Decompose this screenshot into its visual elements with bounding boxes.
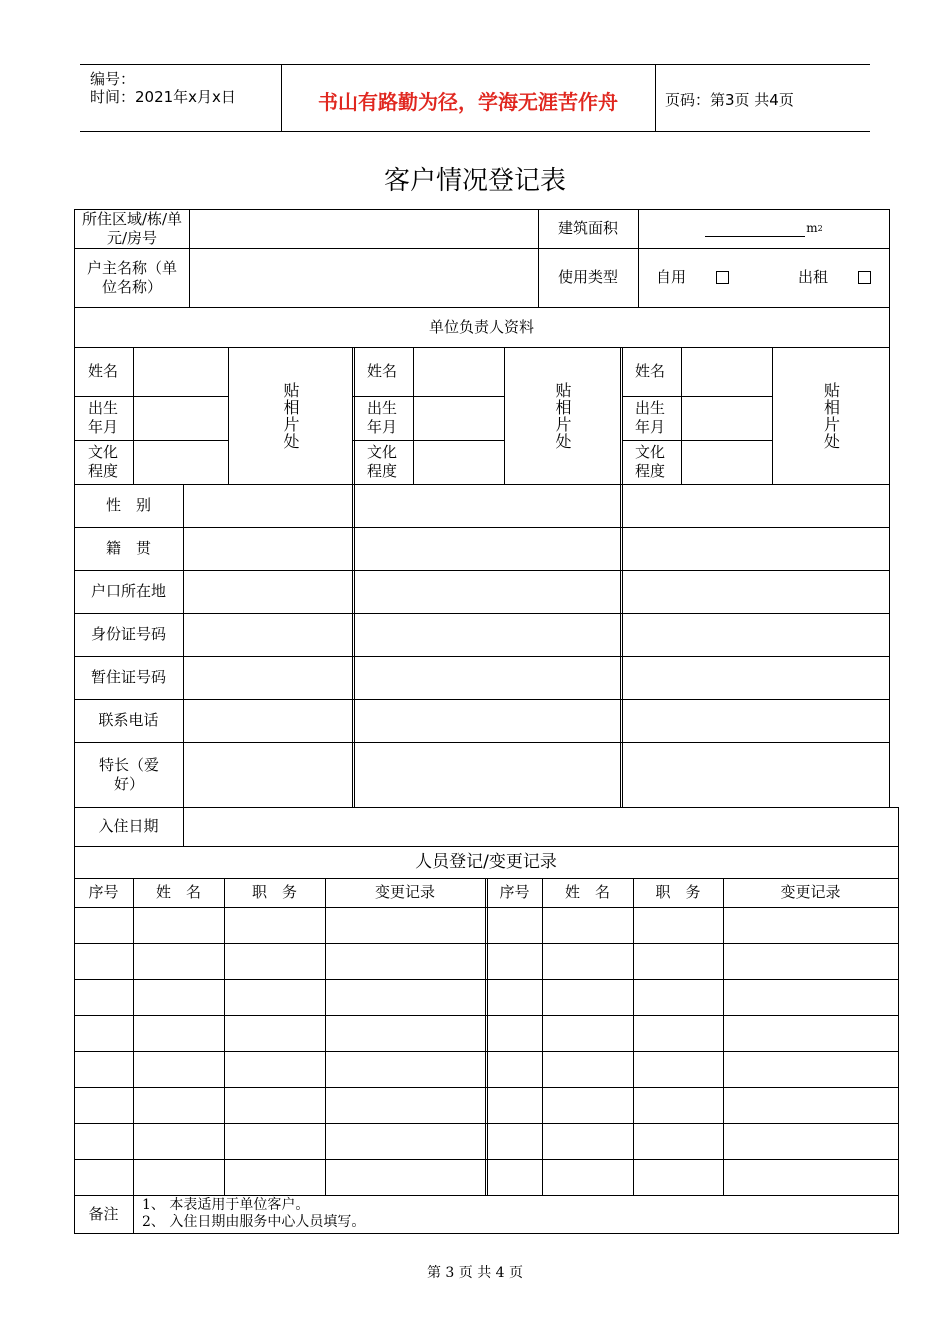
col-name: 姓 名 [564, 883, 610, 901]
header-divider [655, 64, 656, 131]
table-cell[interactable] [488, 1124, 541, 1158]
table-cell[interactable] [134, 1160, 223, 1194]
education-label: 文化程度 [367, 443, 398, 480]
table-cell[interactable] [75, 980, 132, 1014]
table-cell[interactable] [634, 1088, 722, 1122]
table-cell[interactable] [543, 1124, 632, 1158]
table-cell[interactable] [724, 1052, 897, 1086]
usage-option-rent: 出租 [798, 268, 829, 286]
checkbox-icon [716, 271, 729, 284]
col-position: 职 务 [251, 883, 297, 901]
table-cell[interactable] [225, 908, 324, 942]
area-unit-sup: 2 [817, 224, 823, 233]
table-cell[interactable] [634, 1052, 722, 1086]
table-cell[interactable] [134, 1016, 223, 1050]
table-cell[interactable] [488, 908, 541, 942]
table-cell[interactable] [134, 980, 223, 1014]
birth-label: 出生年月 [635, 399, 666, 436]
education-field[interactable] [414, 441, 503, 483]
page-info: 页码：第3页 共4页 [665, 91, 794, 109]
table-cell[interactable] [75, 944, 132, 978]
birth-field[interactable] [682, 397, 771, 439]
rule [485, 878, 486, 1195]
table-cell[interactable] [134, 908, 223, 942]
gender-label: 性 别 [105, 496, 151, 514]
header-top-rule [80, 64, 870, 65]
table-cell[interactable] [326, 944, 484, 978]
rule [352, 347, 353, 807]
table-cell[interactable] [543, 1052, 632, 1086]
table-cell[interactable] [75, 1124, 132, 1158]
table-cell[interactable] [488, 1088, 541, 1122]
table-cell[interactable] [326, 1016, 484, 1050]
table-cell[interactable] [225, 1016, 324, 1050]
table-cell[interactable] [225, 1088, 324, 1122]
name-field[interactable] [414, 348, 503, 395]
doc-number-label: 编号： [90, 70, 136, 88]
remarks-line: 2、 入住日期由服务中心人员填写。 [142, 1214, 366, 1230]
table-cell[interactable] [225, 1124, 324, 1158]
remarks-line: 1、 本表适用于单位客户。 [142, 1197, 310, 1213]
table-cell[interactable] [75, 908, 132, 942]
move-in-date-field[interactable] [184, 808, 897, 845]
table-cell[interactable] [134, 1088, 223, 1122]
table-cell[interactable] [75, 1088, 132, 1122]
usage-rent-checkbox[interactable] [856, 248, 872, 307]
photo-placeholder: 贴相片处 [821, 381, 841, 450]
photo-placeholder: 贴相片处 [553, 381, 572, 450]
name-label: 姓名 [635, 362, 666, 380]
table-cell[interactable] [225, 980, 324, 1014]
table-cell[interactable] [326, 1160, 484, 1194]
birth-field[interactable] [414, 397, 503, 439]
rule [74, 484, 890, 485]
usage-self-checkbox[interactable] [714, 248, 730, 307]
table-cell[interactable] [225, 944, 324, 978]
owner-field[interactable] [190, 249, 537, 306]
table-cell[interactable] [225, 1160, 324, 1194]
name-label: 姓名 [88, 362, 119, 380]
rule [889, 209, 890, 807]
table-cell[interactable] [543, 1160, 632, 1194]
phone-label: 联系电话 [98, 711, 159, 729]
education-label: 文化程度 [635, 443, 666, 480]
table-cell[interactable] [326, 1052, 484, 1086]
table-cell[interactable] [634, 944, 722, 978]
rule [74, 742, 890, 743]
table-cell[interactable] [634, 908, 722, 942]
table-cell[interactable] [75, 1016, 132, 1050]
table-cell[interactable] [326, 1088, 484, 1122]
rule [183, 484, 184, 846]
address-label: 所住区域/栋/单元/房号 [81, 209, 183, 247]
table-cell[interactable] [634, 980, 722, 1014]
change-section-heading: 人员登记/变更记录 [415, 851, 557, 872]
page-footer: 第 3 页 共 4 页 [426, 1265, 524, 1281]
person-section-heading: 单位负责人资料 [428, 317, 534, 336]
table-cell[interactable] [488, 980, 541, 1014]
table-cell[interactable] [543, 908, 632, 942]
education-field[interactable] [134, 441, 227, 483]
area-label: 建筑面积 [557, 219, 618, 237]
table-cell[interactable] [326, 908, 484, 942]
checkbox-icon [858, 271, 871, 284]
table-cell[interactable] [634, 1160, 722, 1194]
table-cell[interactable] [634, 1124, 722, 1158]
photo-placeholder: 贴相片处 [281, 381, 300, 450]
table-cell[interactable] [488, 1016, 541, 1050]
table-cell[interactable] [326, 1124, 484, 1158]
table-cell[interactable] [134, 944, 223, 978]
area-field[interactable] [639, 209, 889, 248]
table-cell[interactable] [543, 1088, 632, 1122]
table-cell[interactable] [134, 1124, 223, 1158]
birth-field[interactable] [134, 397, 227, 439]
table-cell[interactable] [543, 980, 632, 1014]
rule [74, 570, 890, 571]
table-cell[interactable] [543, 944, 632, 978]
rule [74, 656, 890, 657]
rule [898, 807, 899, 1233]
table-cell[interactable] [724, 1160, 897, 1194]
table-cell[interactable] [724, 944, 897, 978]
rule [74, 1195, 899, 1196]
table-cell[interactable] [634, 1016, 722, 1050]
col-position: 职 务 [655, 883, 701, 901]
col-change-record: 变更记录 [780, 883, 841, 901]
birth-label: 出生年月 [367, 399, 398, 436]
rule [74, 699, 890, 700]
residence-permit-label: 暂住证号码 [90, 668, 166, 686]
usage-label: 使用类型 [557, 268, 618, 286]
move-in-date-label: 入住日期 [98, 817, 159, 835]
usage-option-self: 自用 [656, 268, 687, 286]
table-cell[interactable] [75, 1160, 132, 1194]
birth-label: 出生年月 [88, 399, 119, 436]
name-field[interactable] [134, 348, 227, 395]
name-field[interactable] [682, 348, 771, 395]
col-serial: 序号 [88, 883, 119, 901]
header-bottom-rule [80, 131, 870, 132]
table-cell[interactable] [724, 1016, 897, 1050]
rule [74, 527, 890, 528]
table-cell[interactable] [225, 1052, 324, 1086]
household-label: 户口所在地 [90, 582, 166, 600]
table-cell[interactable] [724, 1088, 897, 1122]
area-underline [705, 220, 805, 237]
owner-label: 户主名称（单位名称） [86, 258, 177, 296]
header-motto: 书山有路勤为径，学海无涯苦作舟 [318, 90, 618, 114]
table-cell[interactable] [488, 944, 541, 978]
table-cell[interactable] [326, 980, 484, 1014]
name-label: 姓名 [367, 362, 398, 380]
col-change-record: 变更记录 [374, 883, 435, 901]
doc-time-label: 时间：2021年x月x日 [90, 88, 236, 106]
table-cell[interactable] [724, 908, 897, 942]
table-cell[interactable] [488, 1052, 541, 1086]
table-cell[interactable] [724, 980, 897, 1014]
education-field[interactable] [682, 441, 771, 483]
id-number-label: 身份证号码 [90, 625, 166, 643]
hobby-label: 特长（爱好） [98, 755, 159, 793]
address-field[interactable] [190, 210, 537, 247]
area-unit: m [806, 221, 818, 235]
rule [74, 613, 890, 614]
education-label: 文化程度 [88, 443, 119, 480]
col-serial: 序号 [499, 883, 530, 901]
table-cell[interactable] [75, 1052, 132, 1086]
page-title: 客户情况登记表 [383, 166, 566, 196]
table-cell[interactable] [724, 1124, 897, 1158]
table-cell[interactable] [543, 1016, 632, 1050]
remarks-label: 备注 [88, 1204, 119, 1223]
rule [620, 347, 621, 807]
rule [74, 1233, 899, 1234]
table-cell[interactable] [488, 1160, 541, 1194]
native-place-label: 籍 贯 [105, 539, 151, 557]
table-cell[interactable] [134, 1052, 223, 1086]
col-name: 姓 名 [155, 883, 201, 901]
